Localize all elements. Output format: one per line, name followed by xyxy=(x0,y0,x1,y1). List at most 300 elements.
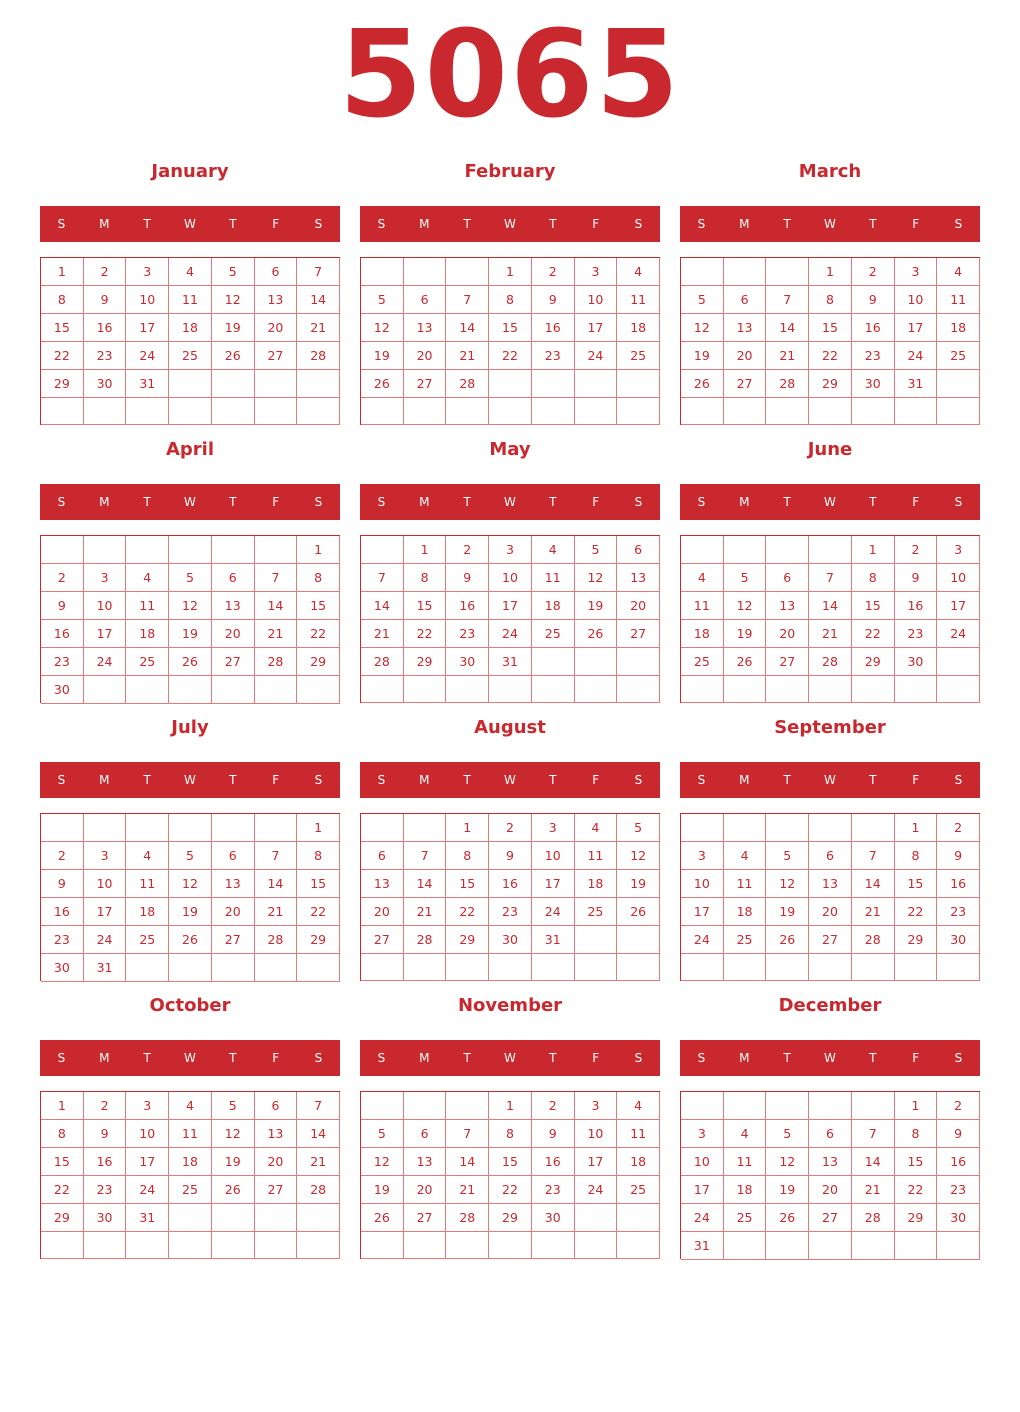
day-cell: 9 xyxy=(84,1120,127,1148)
day-cell: 28 xyxy=(852,1204,895,1232)
day-cell: 21 xyxy=(297,314,340,342)
day-cell: 22 xyxy=(41,342,84,370)
day-grid xyxy=(360,1091,660,1259)
day-cell: 8 xyxy=(809,286,852,314)
day-cell: 19 xyxy=(361,342,404,370)
day-cell: 26 xyxy=(212,1176,255,1204)
day-cell: 3 xyxy=(126,258,169,286)
day-cell: 16 xyxy=(937,870,980,898)
day-cell: 30 xyxy=(489,926,532,954)
day-cell: 9 xyxy=(446,564,489,592)
day-cell: 10 xyxy=(84,592,127,620)
empty-cell xyxy=(126,1232,169,1259)
empty-cell xyxy=(255,676,298,704)
month-january xyxy=(40,160,340,425)
day-cell: 18 xyxy=(532,592,575,620)
empty-cell xyxy=(361,1232,404,1259)
day-cell: 10 xyxy=(681,1148,724,1176)
empty-cell xyxy=(766,814,809,842)
day-cell: 24 xyxy=(126,1176,169,1204)
day-cell: 28 xyxy=(766,370,809,398)
day-cell: 13 xyxy=(809,870,852,898)
empty-cell xyxy=(126,676,169,704)
day-cell: 20 xyxy=(724,342,767,370)
weekday-header xyxy=(680,1040,980,1076)
day-cell: 1 xyxy=(404,536,447,564)
weekday-label: W xyxy=(504,1051,516,1065)
day-cell: 12 xyxy=(212,286,255,314)
empty-cell xyxy=(724,954,767,981)
day-cell: 5 xyxy=(212,258,255,286)
day-cell: 21 xyxy=(852,1176,895,1204)
empty-cell xyxy=(617,954,660,981)
day-cell: 15 xyxy=(404,592,447,620)
day-cell: 4 xyxy=(617,1092,660,1120)
empty-cell xyxy=(84,398,127,425)
day-cell: 25 xyxy=(169,342,212,370)
weekday-label: W xyxy=(184,495,196,509)
weekday-label: W xyxy=(824,1051,836,1065)
day-cell: 7 xyxy=(361,564,404,592)
day-cell: 18 xyxy=(126,898,169,926)
day-cell: 25 xyxy=(169,1176,212,1204)
day-cell: 25 xyxy=(681,648,724,676)
day-cell: 6 xyxy=(212,564,255,592)
day-cell: 26 xyxy=(617,898,660,926)
weekday-label: S xyxy=(377,495,386,509)
empty-cell xyxy=(404,814,447,842)
empty-cell xyxy=(84,676,127,704)
weekday-label: W xyxy=(504,495,516,509)
weekday-label: T xyxy=(463,1051,471,1065)
day-cell: 30 xyxy=(895,648,938,676)
day-cell: 28 xyxy=(297,1176,340,1204)
weekday-label: T xyxy=(549,217,557,231)
day-cell: 8 xyxy=(41,1120,84,1148)
weekday-header xyxy=(360,484,660,520)
day-cell: 19 xyxy=(169,898,212,926)
day-cell: 24 xyxy=(532,898,575,926)
empty-cell xyxy=(937,954,980,981)
day-cell: 1 xyxy=(895,1092,938,1120)
day-cell: 8 xyxy=(895,1120,938,1148)
empty-cell xyxy=(169,536,212,564)
weekday-label: M xyxy=(99,773,110,787)
empty-cell xyxy=(297,370,340,398)
day-cell: 1 xyxy=(489,258,532,286)
day-cell: 3 xyxy=(575,258,618,286)
weekday-label: T xyxy=(783,495,791,509)
empty-cell xyxy=(852,954,895,981)
day-cell: 11 xyxy=(681,592,724,620)
day-cell: 4 xyxy=(937,258,980,286)
month-february xyxy=(360,160,660,425)
day-cell: 9 xyxy=(41,592,84,620)
weekday-label: S xyxy=(57,217,66,231)
day-cell: 1 xyxy=(446,814,489,842)
weekday-label: T xyxy=(869,495,877,509)
day-cell: 29 xyxy=(446,926,489,954)
weekday-label: M xyxy=(419,773,430,787)
day-cell: 18 xyxy=(724,898,767,926)
day-cell: 26 xyxy=(575,620,618,648)
weekday-label: T xyxy=(869,1051,877,1065)
day-cell: 17 xyxy=(126,314,169,342)
day-cell: 31 xyxy=(532,926,575,954)
weekday-label: M xyxy=(739,1051,750,1065)
day-cell: 16 xyxy=(532,1148,575,1176)
day-cell: 18 xyxy=(126,620,169,648)
day-cell: 20 xyxy=(255,314,298,342)
weekday-label: T xyxy=(229,1051,237,1065)
empty-cell xyxy=(446,1092,489,1120)
day-cell: 30 xyxy=(41,954,84,982)
day-cell: 22 xyxy=(297,898,340,926)
month-october xyxy=(40,994,340,1259)
day-cell: 12 xyxy=(681,314,724,342)
day-cell: 28 xyxy=(255,648,298,676)
weekday-header xyxy=(40,206,340,242)
day-cell: 11 xyxy=(617,286,660,314)
day-cell: 29 xyxy=(297,926,340,954)
weekday-label: S xyxy=(697,1051,706,1065)
day-cell: 14 xyxy=(255,870,298,898)
empty-cell xyxy=(84,814,127,842)
day-cell: 16 xyxy=(41,898,84,926)
weekday-label: T xyxy=(229,495,237,509)
day-cell: 10 xyxy=(126,1120,169,1148)
weekday-label: W xyxy=(184,773,196,787)
day-cell: 26 xyxy=(724,648,767,676)
weekday-label: S xyxy=(314,773,323,787)
weekday-label: T xyxy=(143,217,151,231)
day-cell: 18 xyxy=(617,314,660,342)
month-name: February xyxy=(464,161,556,182)
day-cell: 9 xyxy=(532,1120,575,1148)
weekday-label: T xyxy=(143,773,151,787)
weekday-label: T xyxy=(463,495,471,509)
day-cell: 13 xyxy=(724,314,767,342)
weekday-label: M xyxy=(419,495,430,509)
day-cell: 29 xyxy=(852,648,895,676)
empty-cell xyxy=(852,814,895,842)
day-cell: 25 xyxy=(126,648,169,676)
day-cell: 7 xyxy=(255,842,298,870)
weekday-label: M xyxy=(739,495,750,509)
empty-cell xyxy=(617,648,660,676)
day-cell: 4 xyxy=(575,814,618,842)
weekday-label: S xyxy=(954,217,963,231)
day-cell: 25 xyxy=(575,898,618,926)
day-cell: 31 xyxy=(84,954,127,982)
day-cell: 23 xyxy=(532,1176,575,1204)
day-cell: 20 xyxy=(361,898,404,926)
day-cell: 22 xyxy=(404,620,447,648)
day-cell: 31 xyxy=(126,1204,169,1232)
empty-cell xyxy=(766,954,809,981)
day-cell: 15 xyxy=(446,870,489,898)
weekday-label: W xyxy=(504,773,516,787)
day-cell: 18 xyxy=(937,314,980,342)
day-grid xyxy=(360,257,660,425)
empty-cell xyxy=(446,398,489,425)
day-cell: 6 xyxy=(809,842,852,870)
day-cell: 3 xyxy=(84,842,127,870)
empty-cell xyxy=(255,954,298,982)
day-cell: 19 xyxy=(169,620,212,648)
day-cell: 2 xyxy=(84,1092,127,1120)
day-cell: 19 xyxy=(681,342,724,370)
day-cell: 12 xyxy=(766,1148,809,1176)
day-cell: 25 xyxy=(937,342,980,370)
weekday-label: S xyxy=(697,495,706,509)
day-cell: 17 xyxy=(937,592,980,620)
empty-cell xyxy=(361,1092,404,1120)
day-cell: 14 xyxy=(852,870,895,898)
day-cell: 3 xyxy=(937,536,980,564)
day-cell: 24 xyxy=(681,1204,724,1232)
empty-cell xyxy=(532,648,575,676)
day-cell: 29 xyxy=(297,648,340,676)
empty-cell xyxy=(617,926,660,954)
day-cell: 20 xyxy=(255,1148,298,1176)
day-cell: 19 xyxy=(766,1176,809,1204)
day-cell: 16 xyxy=(446,592,489,620)
empty-cell xyxy=(809,1232,852,1260)
day-cell: 9 xyxy=(895,564,938,592)
weekday-label: F xyxy=(592,773,600,787)
day-cell: 9 xyxy=(852,286,895,314)
empty-cell xyxy=(126,398,169,425)
empty-cell xyxy=(724,676,767,703)
weekday-label: S xyxy=(377,773,386,787)
day-cell: 14 xyxy=(297,286,340,314)
day-cell: 8 xyxy=(489,1120,532,1148)
day-cell: 13 xyxy=(617,564,660,592)
day-cell: 2 xyxy=(937,814,980,842)
day-cell: 9 xyxy=(532,286,575,314)
weekday-label: W xyxy=(184,217,196,231)
empty-cell xyxy=(489,954,532,981)
day-cell: 10 xyxy=(575,286,618,314)
empty-cell xyxy=(895,676,938,703)
day-cell: 10 xyxy=(84,870,127,898)
day-cell: 28 xyxy=(446,1204,489,1232)
month-march xyxy=(680,160,980,425)
weekday-label: F xyxy=(272,773,280,787)
day-cell: 24 xyxy=(937,620,980,648)
day-cell: 1 xyxy=(489,1092,532,1120)
day-cell: 16 xyxy=(937,1148,980,1176)
day-cell: 15 xyxy=(297,592,340,620)
day-cell: 11 xyxy=(724,1148,767,1176)
day-cell: 27 xyxy=(724,370,767,398)
day-cell: 27 xyxy=(212,926,255,954)
day-cell: 12 xyxy=(575,564,618,592)
day-cell: 19 xyxy=(617,870,660,898)
empty-cell xyxy=(617,398,660,425)
day-cell: 6 xyxy=(212,842,255,870)
empty-cell xyxy=(895,954,938,981)
day-cell: 17 xyxy=(575,1148,618,1176)
day-cell: 14 xyxy=(446,1148,489,1176)
day-cell: 5 xyxy=(724,564,767,592)
day-cell: 14 xyxy=(404,870,447,898)
day-cell: 17 xyxy=(126,1148,169,1176)
day-cell: 30 xyxy=(532,1204,575,1232)
day-cell: 21 xyxy=(255,620,298,648)
weekday-label: W xyxy=(824,217,836,231)
day-cell: 8 xyxy=(895,842,938,870)
day-cell: 23 xyxy=(84,342,127,370)
empty-cell xyxy=(724,1092,767,1120)
day-cell: 14 xyxy=(446,314,489,342)
day-cell: 3 xyxy=(532,814,575,842)
day-grid xyxy=(40,257,340,425)
empty-cell xyxy=(895,398,938,425)
empty-cell xyxy=(852,1092,895,1120)
weekday-label: F xyxy=(912,217,920,231)
day-cell: 6 xyxy=(361,842,404,870)
day-cell: 4 xyxy=(532,536,575,564)
day-cell: 6 xyxy=(766,564,809,592)
weekday-label: S xyxy=(634,1051,643,1065)
day-cell: 11 xyxy=(169,286,212,314)
day-cell: 10 xyxy=(575,1120,618,1148)
empty-cell xyxy=(766,398,809,425)
day-cell: 17 xyxy=(84,898,127,926)
day-cell: 28 xyxy=(361,648,404,676)
day-cell: 19 xyxy=(361,1176,404,1204)
day-cell: 17 xyxy=(489,592,532,620)
day-cell: 13 xyxy=(809,1148,852,1176)
month-august xyxy=(360,716,660,981)
day-cell: 23 xyxy=(41,926,84,954)
empty-cell xyxy=(212,1232,255,1259)
empty-cell xyxy=(404,676,447,703)
day-cell: 5 xyxy=(617,814,660,842)
day-cell: 26 xyxy=(169,648,212,676)
day-cell: 21 xyxy=(255,898,298,926)
month-september xyxy=(680,716,980,981)
day-cell: 14 xyxy=(255,592,298,620)
day-cell: 22 xyxy=(446,898,489,926)
empty-cell xyxy=(41,814,84,842)
day-cell: 17 xyxy=(575,314,618,342)
empty-cell xyxy=(809,954,852,981)
day-cell: 17 xyxy=(681,1176,724,1204)
day-cell: 15 xyxy=(895,870,938,898)
day-cell: 13 xyxy=(361,870,404,898)
day-cell: 15 xyxy=(41,1148,84,1176)
empty-cell xyxy=(532,370,575,398)
empty-cell xyxy=(489,676,532,703)
weekday-header xyxy=(40,762,340,798)
day-cell: 7 xyxy=(446,1120,489,1148)
empty-cell xyxy=(404,954,447,981)
day-cell: 20 xyxy=(809,898,852,926)
empty-cell xyxy=(41,398,84,425)
day-cell: 22 xyxy=(895,898,938,926)
empty-cell xyxy=(404,398,447,425)
weekday-label: S xyxy=(954,495,963,509)
day-cell: 26 xyxy=(766,926,809,954)
day-cell: 26 xyxy=(361,1204,404,1232)
day-cell: 7 xyxy=(809,564,852,592)
day-cell: 21 xyxy=(361,620,404,648)
weekday-label: F xyxy=(912,495,920,509)
empty-cell xyxy=(937,648,980,676)
day-cell: 25 xyxy=(617,342,660,370)
day-cell: 28 xyxy=(255,926,298,954)
empty-cell xyxy=(575,676,618,703)
month-november xyxy=(360,994,660,1259)
weekday-label: S xyxy=(377,1051,386,1065)
weekday-header xyxy=(360,762,660,798)
day-cell: 27 xyxy=(617,620,660,648)
empty-cell xyxy=(297,398,340,425)
day-cell: 26 xyxy=(212,342,255,370)
day-cell: 23 xyxy=(937,1176,980,1204)
day-cell: 20 xyxy=(212,620,255,648)
empty-cell xyxy=(361,814,404,842)
empty-cell xyxy=(212,814,255,842)
day-cell: 6 xyxy=(724,286,767,314)
weekday-header xyxy=(680,206,980,242)
empty-cell xyxy=(255,1204,298,1232)
weekday-label: M xyxy=(99,1051,110,1065)
day-cell: 12 xyxy=(169,870,212,898)
day-cell: 24 xyxy=(681,926,724,954)
weekday-label: F xyxy=(592,1051,600,1065)
day-cell: 11 xyxy=(532,564,575,592)
weekday-label: M xyxy=(739,217,750,231)
empty-cell xyxy=(84,1232,127,1259)
day-cell: 1 xyxy=(895,814,938,842)
weekday-label: S xyxy=(314,1051,323,1065)
empty-cell xyxy=(809,814,852,842)
day-cell: 30 xyxy=(41,676,84,704)
weekday-label: F xyxy=(272,495,280,509)
day-cell: 27 xyxy=(404,370,447,398)
empty-cell xyxy=(724,536,767,564)
day-cell: 23 xyxy=(41,648,84,676)
empty-cell xyxy=(937,1232,980,1260)
month-name: August xyxy=(474,717,546,738)
day-cell: 28 xyxy=(852,926,895,954)
empty-cell xyxy=(169,370,212,398)
day-cell: 25 xyxy=(126,926,169,954)
month-name: March xyxy=(798,161,862,182)
day-cell: 28 xyxy=(297,342,340,370)
empty-cell xyxy=(937,398,980,425)
day-cell: 7 xyxy=(297,1092,340,1120)
empty-cell xyxy=(575,954,618,981)
day-cell: 25 xyxy=(617,1176,660,1204)
day-cell: 4 xyxy=(724,1120,767,1148)
day-cell: 30 xyxy=(84,370,127,398)
day-cell: 18 xyxy=(169,314,212,342)
weekday-header xyxy=(360,1040,660,1076)
day-cell: 19 xyxy=(766,898,809,926)
empty-cell xyxy=(212,954,255,982)
day-cell: 3 xyxy=(84,564,127,592)
empty-cell xyxy=(532,398,575,425)
day-cell: 5 xyxy=(681,286,724,314)
day-cell: 30 xyxy=(937,1204,980,1232)
empty-cell xyxy=(681,676,724,703)
empty-cell xyxy=(169,954,212,982)
